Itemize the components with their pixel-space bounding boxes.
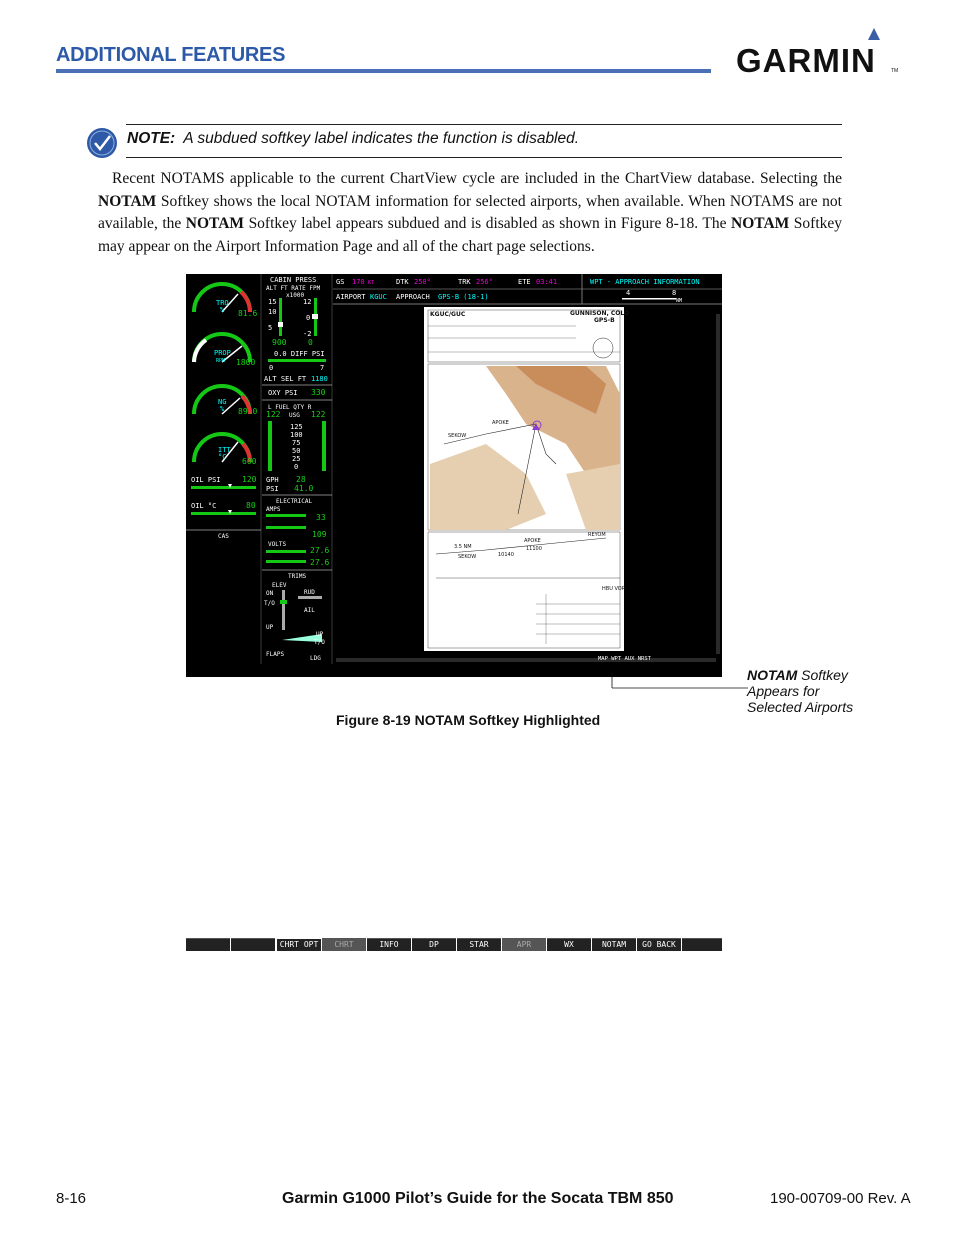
amps2-value: 109 (312, 530, 327, 539)
oil-psi-value: 120 (242, 475, 257, 484)
gs-label: GS (336, 278, 345, 286)
prop-unit: RPM (216, 358, 226, 364)
elev-to-label: T/O (264, 600, 275, 607)
fuel-psi-value: 41.0 (294, 484, 314, 493)
note-rule-bottom (126, 157, 842, 158)
volts2-value: 27.6 (310, 558, 330, 567)
flaps-up-label: UP (316, 631, 324, 638)
para-text-3: Softkey label appears subdued and is disabled as shown in Figure 8-18. The (244, 215, 731, 232)
prop-value: 1800 (236, 358, 256, 367)
para-text-4: Softkey may appear on the Airport Information Page and all of the chart page selections. (98, 215, 842, 255)
alt-sel-value: 1180 (311, 375, 328, 383)
x1000-label: x1000 (286, 292, 305, 299)
softkey-star[interactable]: STAR (457, 938, 501, 951)
itt-unit: °C (218, 453, 227, 461)
range-b: 8 (672, 289, 677, 297)
oil-psi-label: OIL PSI (191, 476, 221, 484)
fuel-tick-100: 100 (290, 431, 303, 439)
diff-tick-0: 0 (269, 364, 274, 372)
profile-alt-11100: 11100 (526, 546, 542, 552)
elev-up-label: UP (266, 624, 274, 631)
dtk-label: DTK (396, 278, 409, 286)
softkey-1[interactable] (186, 938, 230, 951)
softkey-wx[interactable]: WX (547, 938, 591, 951)
volts-label: VOLTS (268, 541, 287, 548)
page-group-indicator: MAP WPT AUX NRST (598, 656, 651, 662)
garmin-wordmark: GARMIN (736, 42, 876, 79)
ng-unit: % (220, 405, 225, 413)
range-a: 4 (626, 289, 631, 297)
page-title: WPT - APPROACH INFORMATION (590, 278, 700, 286)
cas-label: CAS (218, 533, 229, 540)
fuel-tick-50: 50 (292, 447, 301, 455)
flaps-label: FLAPS (266, 651, 285, 658)
trq-value: 81.6 (238, 309, 258, 318)
approach-value: GPS-B (18-1) (438, 293, 489, 301)
chart-apt-id: KGUC/GUC (430, 311, 466, 318)
body-paragraph (98, 168, 842, 258)
trq-unit: % (220, 306, 225, 314)
note-check-icon (86, 127, 118, 159)
garmin-logo (734, 26, 899, 78)
fuel-unit: USG (289, 412, 300, 419)
fuel-tick-0: 0 (294, 463, 299, 471)
chart-procedure: GPS-B (594, 317, 615, 324)
trademark: TM (891, 68, 899, 74)
profile-fix-reyom: REYOM (588, 532, 606, 538)
elev-label: ELEV (272, 582, 287, 589)
rate-tick-12: 12 (303, 298, 312, 306)
softkey-dp[interactable]: DP (412, 938, 456, 951)
page-number: 8-16 (56, 1190, 87, 1207)
trk-label: TRK (458, 278, 471, 286)
fuel-psi-label: PSI (266, 485, 279, 493)
diff-psi-label: 0.0 DIFF PSI (274, 350, 325, 358)
gph-value: 28 (296, 475, 306, 484)
dtk-value: 250° (414, 278, 431, 286)
rate-tick-minus2: -2 (303, 330, 312, 338)
amps-value: 33 (316, 513, 326, 522)
note-text: A subdued softkey label indicates the function is disabled. (183, 130, 580, 147)
document-revision: 190-00709-00 Rev. A (770, 1190, 911, 1207)
cabin-rate-value: 0 (308, 338, 313, 347)
ng-label: NG (218, 398, 227, 406)
ail-label: AIL (304, 607, 315, 614)
softkey-apr[interactable]: APR (502, 938, 546, 951)
para-key-2: NOTAM (185, 215, 245, 232)
ete-label: ETE (518, 278, 531, 286)
prop-label: PROP (214, 349, 231, 357)
softkey-notam[interactable]: NOTAM (592, 938, 636, 951)
chart-fix-apoke: APOKE (492, 420, 509, 426)
chart-city: GUNNISON, COLO (570, 310, 630, 317)
volts1-value: 27.6 (310, 546, 330, 555)
document-title: Garmin G1000 Pilot’s Guide for the Socata TBM 850 (282, 1190, 674, 1207)
approach-chart (424, 307, 629, 651)
profile-fix-sekow: SEKOW (458, 554, 477, 560)
oil-temp-label: OIL °C (191, 502, 217, 510)
section-title: ADDITIONAL FEATURES (56, 44, 286, 66)
cabin-press-label: CABIN PRESS (270, 276, 317, 284)
amps-label: AMPS (266, 506, 281, 513)
softkey-go-back[interactable]: GO BACK (637, 938, 681, 951)
para-key-3: NOTAM (731, 215, 790, 232)
note-rule-top (126, 124, 842, 125)
ng-value: 89.0 (238, 407, 258, 416)
fuel-tick-25: 25 (292, 455, 301, 463)
figure-caption: Figure 8-19 NOTAM Softkey Highlighted (336, 712, 601, 728)
alt-tick-5: 5 (268, 324, 273, 332)
oil-temp-value: 80 (246, 501, 256, 510)
fuel-tick-125: 125 (290, 423, 303, 431)
callout-line-2: Appears for (747, 683, 820, 699)
softkey-chrt[interactable]: CHRT (322, 938, 366, 951)
alt-rate-header: ALT FT RATE FPM (266, 285, 321, 292)
note (127, 130, 579, 148)
header-rule (56, 69, 711, 73)
softkey-12[interactable] (682, 938, 722, 951)
para-text-2: Softkey shows the local NOTAM information for selected airports, when available. When NOTAMS are not available, the (98, 192, 842, 232)
chart-vor: HBU VOR (602, 586, 626, 592)
electrical-label: ELECTRICAL (276, 498, 313, 505)
chart-fix-sekow: SEKOW (448, 433, 467, 439)
oxy-label: OXY PSI (268, 389, 298, 397)
alt-tick-15: 15 (268, 298, 277, 306)
para-key-1: NOTAM (98, 192, 157, 210)
trq-label: TRQ (216, 299, 229, 307)
diff-tick-7: 7 (320, 364, 325, 372)
alt-sel-label: ALT SEL FT (264, 375, 307, 383)
flaps-to-label: T/O (314, 639, 325, 646)
fuel-header: L FUEL QTY R (268, 404, 312, 411)
flaps-ldg-label: LDG (310, 655, 321, 662)
elev-on-label: ON (266, 590, 274, 597)
rud-label: RUD (304, 589, 315, 596)
chart-distance: 3.5 NM (454, 544, 472, 550)
gs-value: 170 (352, 278, 365, 286)
alt-tick-10: 10 (268, 308, 277, 316)
ete-value: 03:41 (536, 278, 558, 286)
softkey-info[interactable]: INFO (367, 938, 411, 951)
airport-label: AIRPORT (336, 293, 366, 301)
rate-tick-0: 0 (306, 314, 311, 322)
cabin-alt-value: 900 (272, 338, 287, 347)
fuel-right-value: 122 (311, 410, 326, 419)
fuel-tick-75: 75 (292, 439, 301, 447)
note-label: NOTE: (127, 130, 176, 147)
airport-value: KGUC (370, 293, 387, 301)
oxy-value: 330 (311, 388, 326, 397)
itt-label: ITT (218, 446, 231, 454)
approach-label: APPROACH (396, 293, 430, 301)
softkey-2[interactable] (231, 938, 275, 951)
trims-label: TRIMS (288, 573, 307, 580)
trk-value: 256° (476, 278, 493, 286)
callout-line-1: Softkey (797, 667, 848, 683)
fuel-left-value: 122 (266, 410, 281, 419)
softkey-chrt-opt[interactable]: CHRT OPT (276, 938, 322, 952)
notam-callout (747, 667, 853, 715)
itt-value: 600 (242, 457, 257, 466)
mfd-display (186, 274, 722, 677)
callout-line-3: Selected Airports (747, 699, 854, 715)
oxy-panel (268, 388, 326, 397)
para-text-1: Recent NOTAMS applicable to the current ChartView cycle are included in the ChartView database. Selecting the (112, 170, 842, 187)
range-unit: NM (676, 298, 683, 304)
profile-alt-10140: 10140 (498, 552, 514, 558)
gs-unit: KT (368, 280, 375, 286)
profile-fix-apoke: APOKE (524, 538, 541, 544)
callout-key: NOTAM (747, 667, 798, 683)
gph-label: GPH (266, 476, 279, 484)
garmin-triangle-icon (868, 28, 880, 40)
callout-leader (600, 672, 750, 692)
